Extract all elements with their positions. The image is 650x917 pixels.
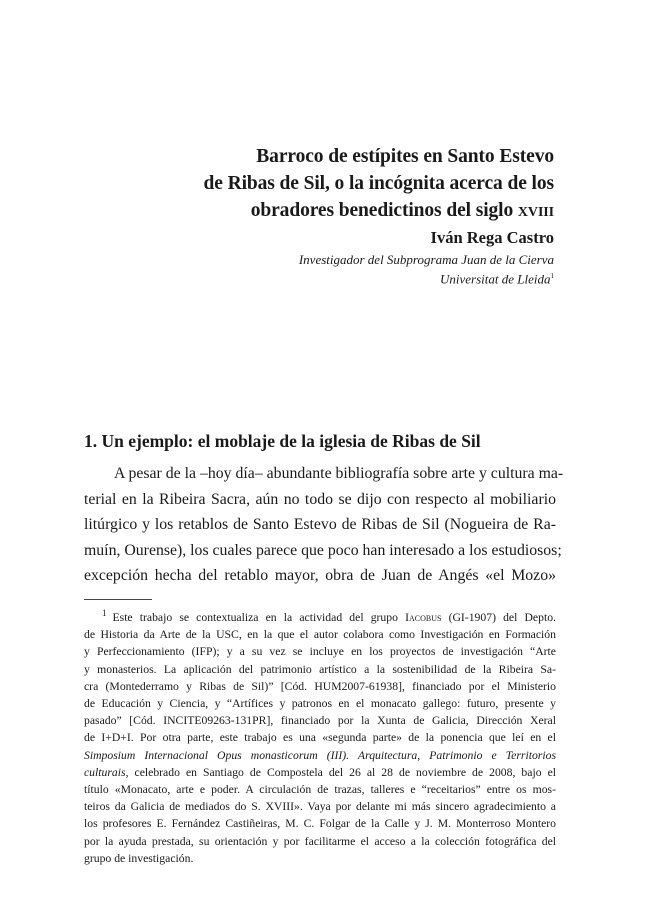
footnote-line: grupo de investigación.	[84, 851, 194, 865]
footnote-line: pasado” [Cód. INCITE09263-131PR], financiado por la Xunta de Galicia, Dirección Xeral	[84, 714, 556, 728]
footnote-line: y monasterios. La aplicación del patrimonio artístico a la sostenibilidad de la Ribeira Sa-	[84, 662, 556, 676]
footnote-line	[84, 747, 556, 764]
italic-title: culturais	[84, 765, 126, 779]
footnote-line: $^1$ Este trabajo se contextualiza en la actividad del grupo Iacobus (GI-1907) del Depto.	[102, 608, 556, 624]
footnote-line: de Educación y Ciencia, y “Artífices y patronos en el monacato gallego: futuro, presente y	[84, 696, 556, 710]
affiliation-line	[299, 268, 554, 287]
author-name: Iván Rega Castro	[430, 228, 554, 247]
author-affiliation	[299, 251, 554, 287]
body-line: excepción hecha del retablo mayor, obra de Juan de Angés «el Mozo»	[84, 567, 556, 584]
footnote-line: teiros da Galicia de mediados do S. XVIII». Vaya por delante mi más sincero agradecimiento a	[84, 800, 556, 814]
title-line	[204, 197, 554, 224]
group-name: Iacobus	[405, 610, 442, 624]
footnote-mark: 1	[102, 608, 107, 618]
affiliation-line: Investigador del Subprograma Juan de la Cierva	[298, 252, 554, 267]
footnote-line: título «Monacato, arte e poder. A circulación de trazas, talleres e “receitarios” entre os mos-	[84, 782, 556, 796]
section-heading: 1. Un ejemplo: el moblaje de la iglesia de Ribas de Sil	[84, 431, 481, 451]
footnote-line: de I+D+I. Por otra parte, este trabajo es una «segunda parte» de la ponencia que leí en el	[84, 731, 556, 745]
body-paragraph	[84, 461, 564, 589]
title-line-text: obradores benedictinos del siglo	[250, 200, 518, 221]
body-line: litúrgico y los retablos de Santo Estevo de Ribas de Sil (Nogueira de Ra-	[84, 516, 556, 533]
article-title	[204, 143, 554, 224]
body-line: terial en la Ribeira Sacra, aún no todo se dijo con respecto al mobiliario	[84, 490, 556, 508]
footnote-line: de Historia da Arte de la USC, en la que el autor colabora como Investigación en Formación	[84, 628, 556, 642]
title-line: Barroco de estípites en Santo Estevo	[256, 146, 554, 167]
footnote-line: cra (Montederramo y Ribas de Sil)” [Cód. HUM2007-61938], financiado por el Ministerio	[84, 679, 556, 693]
title-century: xviii	[517, 200, 554, 221]
footnote	[84, 605, 556, 867]
affiliation-text: Universitat de Lleida	[440, 271, 551, 287]
footnote-line: culturais, celebrado en Santiago de Compostela del 26 al 28 de noviembre de 2008, bajo el	[84, 765, 556, 779]
title-line: de Ribas de Sil, o la incógnita acerca de los	[203, 173, 554, 194]
body-line: A pesar de la –hoy día– abundante bibliografía sobre arte y cultura ma-	[114, 465, 564, 482]
footnote-divider	[84, 599, 152, 600]
footnote-line: y Perfeccionamiento (IFP); y a su vez se incluye en los proyectos de investigación “Arte	[84, 645, 556, 659]
footnote-reference[interactable]: 1	[550, 272, 554, 280]
footnote-line: por la ayuda prestada, su orientación y por facilitarme el acceso a la colección fotográfica del	[84, 834, 556, 848]
body-line: muín, Ourense), los cuales parece que poco han interesado a los estudiosos;	[84, 541, 562, 559]
italic-title: Simposium Internacional Opus monasticorum (III). Arquitectura, Patrimonio e Territorios	[84, 748, 556, 762]
footnote-line: los profesores E. Fernández Castiñeiras, M. C. Folgar de la Calle y J. M. Monterroso Montero	[84, 817, 556, 831]
